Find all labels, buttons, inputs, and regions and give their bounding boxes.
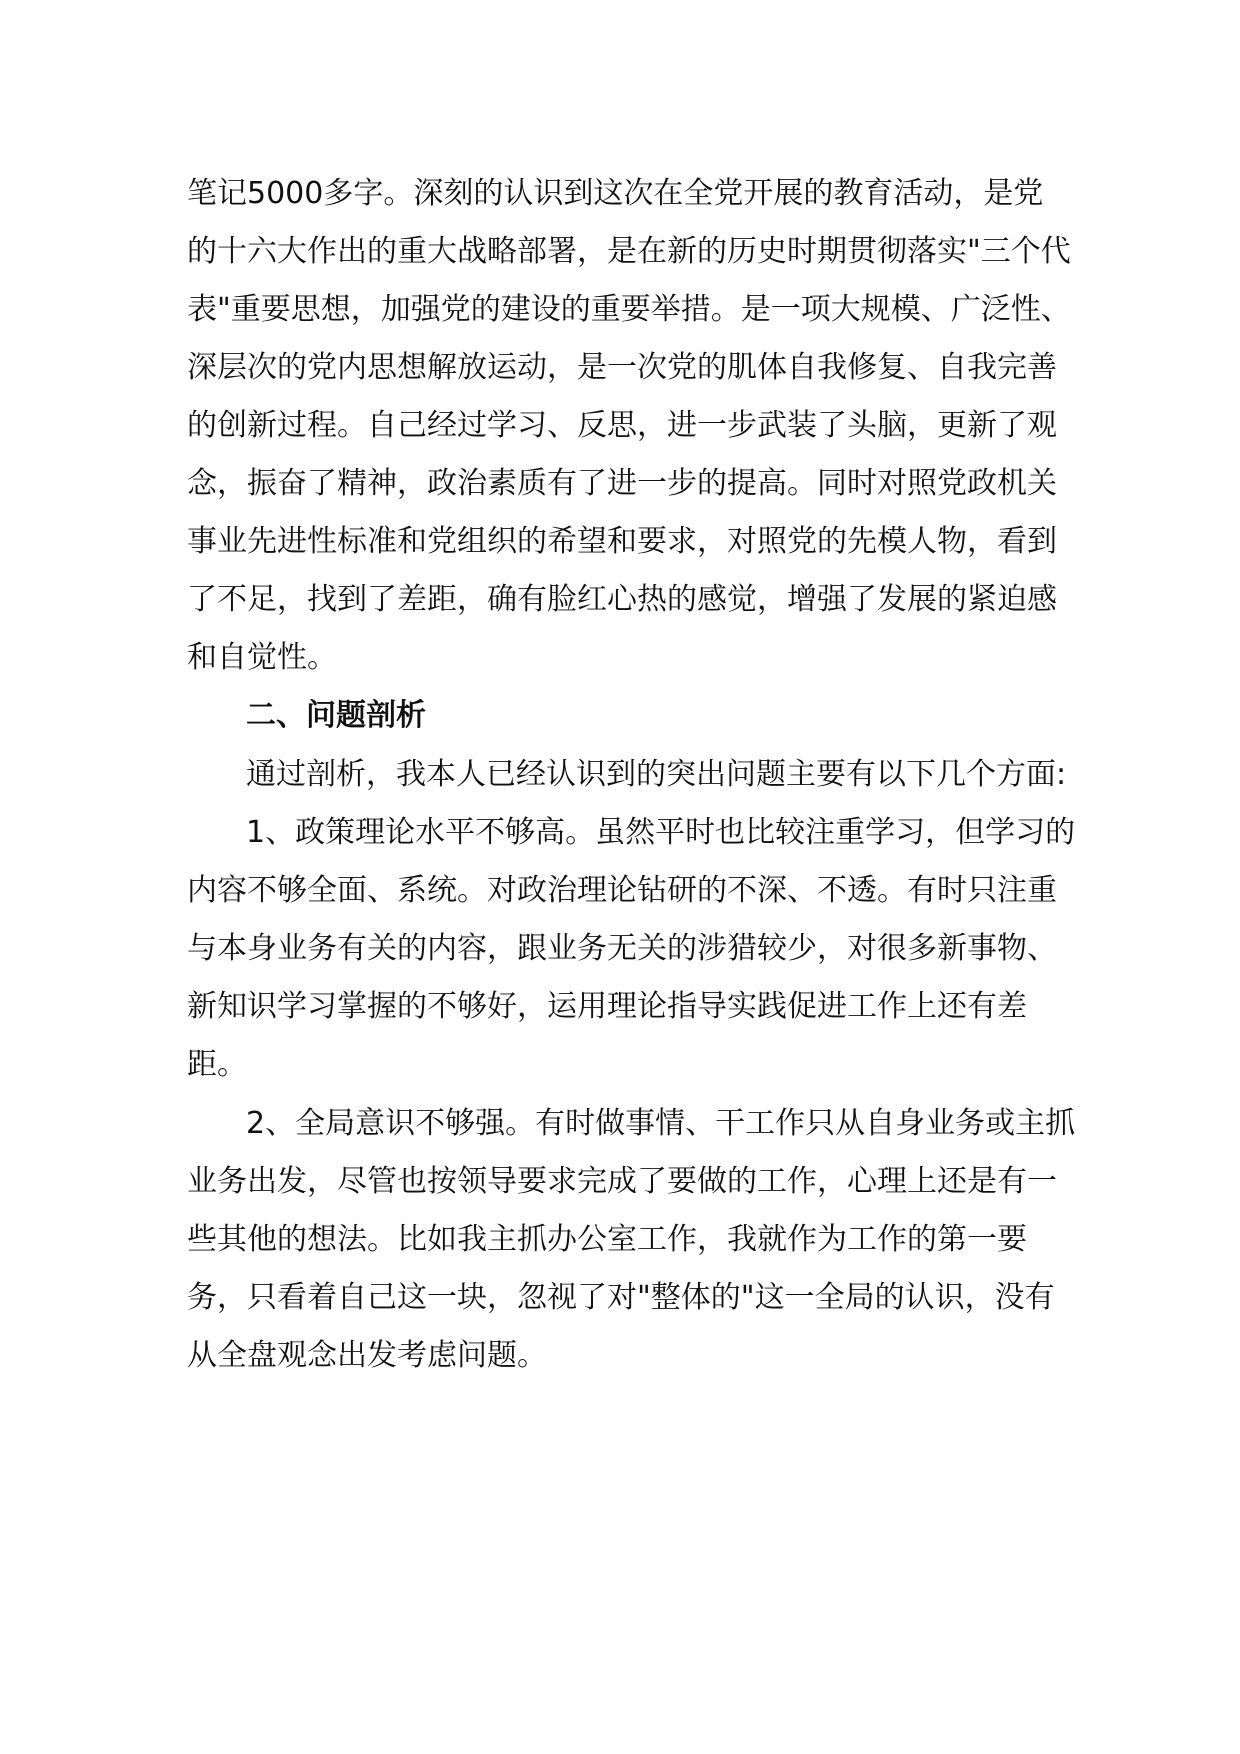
paragraph-line: 的创新过程。自己经过学习、反思，进一步武装了头脑，更新了观 bbox=[187, 408, 1057, 443]
intro-line: 通过剖析，我本人已经认识到的突出问题主要有以下几个方面: bbox=[246, 757, 1067, 792]
item1-line: 新知识学习掌握的不够好，运用理论指导实践促进工作上还有差 bbox=[187, 989, 1027, 1024]
item1-line: 1、政策理论水平不够高。虽然平时也比较注重学习，但学习的 bbox=[246, 815, 1076, 850]
item2-line: 务，只看着自己这一块，忽视了对"整体的"这一全局的认识，没有 bbox=[187, 1280, 1055, 1315]
item2-line: 业务出发，尽管也按领导要求完成了要做的工作，心理上还是有一 bbox=[187, 1164, 1057, 1199]
paragraph-line: 事业先进性标准和党组织的希望和要求，对照党的先模人物，看到 bbox=[187, 524, 1057, 559]
paragraph-line: 念，振奋了精神，政治素质有了进一步的提高。同时对照党政机关 bbox=[187, 466, 1057, 501]
paragraph-line: 深层次的党内思想解放运动，是一次党的肌体自我修复、自我完善 bbox=[187, 350, 1057, 385]
paragraph-line: 表"重要思想，加强党的建设的重要举措。是一项大规模、广泛性、 bbox=[187, 292, 1071, 327]
item1-line: 内容不够全面、系统。对政治理论钻研的不深、不透。有时只注重 bbox=[187, 873, 1057, 908]
paragraph-line: 和自觉性。 bbox=[187, 640, 337, 675]
item1-line: 与本身业务有关的内容，跟业务无关的涉猎较少，对很多新事物、 bbox=[187, 931, 1057, 966]
paragraph-line: 的十六大作出的重大战略部署，是在新的历史时期贯彻落实"三个代 bbox=[187, 234, 1071, 269]
item1-line: 距。 bbox=[187, 1047, 247, 1082]
section-heading: 二、问题剖析 bbox=[246, 698, 426, 733]
paragraph-line: 了不足，找到了差距，确有脸红心热的感觉，增强了发展的紧迫感 bbox=[187, 582, 1057, 617]
item2-line: 2、全局意识不够强。有时做事情、干工作只从自身业务或主抓 bbox=[246, 1106, 1076, 1141]
item2-line: 从全盘观念出发考虑问题。 bbox=[187, 1338, 547, 1373]
paragraph-line: 笔记5000多字。深刻的认识到这次在全党开展的教育活动，是党 bbox=[187, 176, 1044, 211]
item2-line: 些其他的想法。比如我主抓办公室工作，我就作为工作的第一要 bbox=[187, 1222, 1027, 1257]
